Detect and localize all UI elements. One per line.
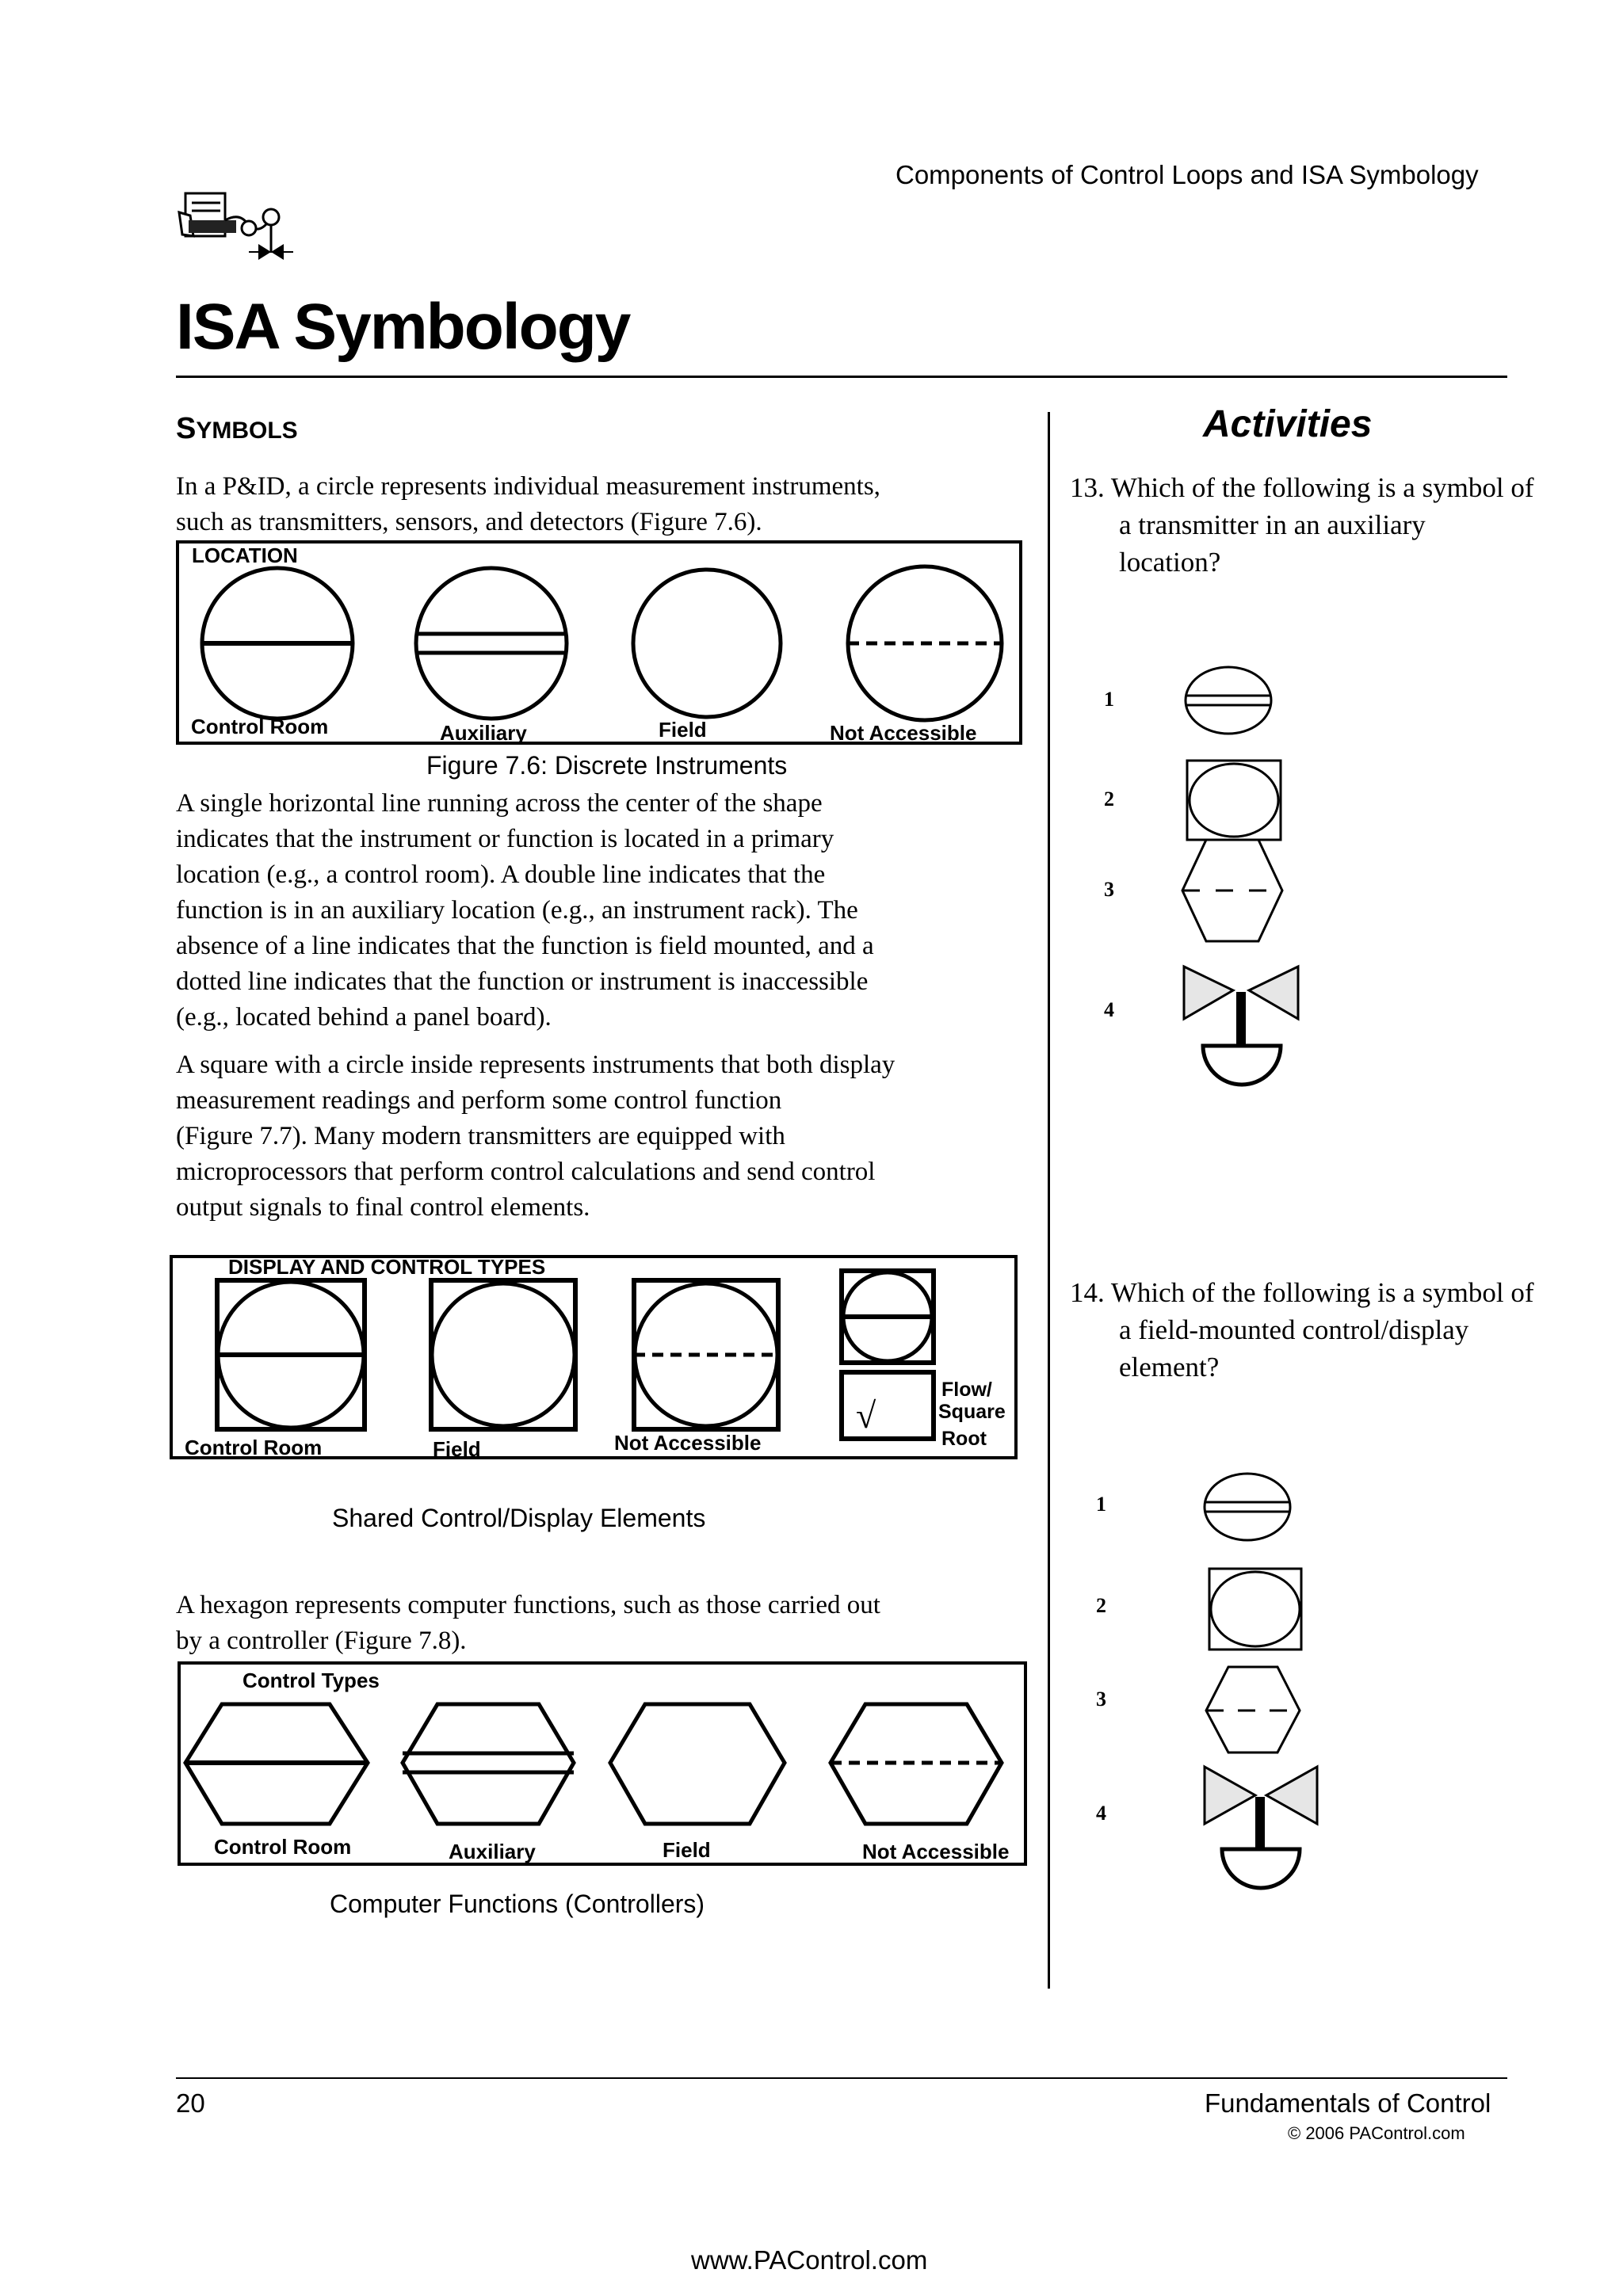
q14-option-2-label[interactable]: 2 bbox=[1096, 1594, 1106, 1617]
question-line: a transmitter in an auxiliary bbox=[1119, 509, 1426, 540]
intro-paragraph bbox=[176, 469, 1032, 540]
fig78-label-not-accessible: Not Accessible bbox=[862, 1840, 1010, 1863]
fig78-caption: Computer Functions (Controllers) bbox=[330, 1890, 705, 1918]
field-display-icon bbox=[431, 1280, 575, 1429]
question-number: 14. bbox=[1070, 1277, 1105, 1308]
q14-option-1-label[interactable]: 1 bbox=[1096, 1493, 1106, 1516]
website-link[interactable]: www.PAControl.com bbox=[691, 2245, 928, 2275]
text-line: function is in an auxiliary location (e.g., an instrument rack). The bbox=[176, 896, 858, 925]
q13-option-2-label[interactable]: 2 bbox=[1104, 788, 1114, 810]
text-line: location (e.g., a control room). A double line indicates that the bbox=[176, 860, 826, 889]
q14-option-2-symbol-icon bbox=[1209, 1569, 1301, 1650]
control-room-display-icon bbox=[217, 1280, 365, 1429]
fig77-label-not-accessible: Not Accessible bbox=[614, 1431, 762, 1455]
text-line: measurement readings and perform some control function bbox=[176, 1086, 782, 1115]
text-line: A hexagon represents computer functions, such as those carried out bbox=[176, 1591, 880, 1619]
page-title: ISA Symbology bbox=[176, 291, 630, 363]
fig76-label-control-room: Control Room bbox=[191, 715, 329, 738]
section-heading-rest: YMBOLS bbox=[196, 418, 298, 444]
fig78-label-auxiliary: Auxiliary bbox=[449, 1840, 536, 1863]
question-14 bbox=[1070, 1274, 1593, 1386]
question-line: Which of the following is a symbol of bbox=[1110, 472, 1534, 503]
copyright: © 2006 PAControl.com bbox=[1288, 2123, 1465, 2143]
q14-option-4-valve-icon bbox=[1205, 1767, 1317, 1888]
control-room-circle-icon bbox=[202, 568, 353, 719]
not-accessible-circle-icon bbox=[848, 566, 1002, 720]
square-circle-paragraph bbox=[176, 1047, 1040, 1226]
text-line: microprocessors that perform control calculations and send control bbox=[176, 1158, 876, 1186]
field-hexagon-icon bbox=[610, 1704, 785, 1824]
fig78-title: Control Types bbox=[242, 1669, 380, 1692]
q14-option-3-label[interactable]: 3 bbox=[1096, 1688, 1106, 1711]
fig78-label-field: Field bbox=[663, 1838, 711, 1862]
q13-option-1-symbol-icon bbox=[1186, 667, 1271, 734]
fig77-caption: Shared Control/Display Elements bbox=[332, 1504, 706, 1532]
section-heading-cap: S bbox=[176, 412, 197, 445]
q13-option-1-label[interactable]: 1 bbox=[1104, 688, 1114, 711]
text-line: In a P&ID, a circle represents individual measurement instruments, bbox=[176, 472, 880, 501]
q14-option-1-symbol-icon bbox=[1205, 1474, 1290, 1540]
question-line: element? bbox=[1119, 1352, 1220, 1383]
not-accessible-hexagon-icon bbox=[831, 1704, 1002, 1824]
section-heading bbox=[176, 412, 298, 446]
text-line: A single horizontal line running across the center of the shape bbox=[176, 789, 823, 818]
text-line: absence of a line indicates that the function is field mounted, and a bbox=[176, 932, 874, 960]
auxiliary-hexagon-icon bbox=[403, 1704, 574, 1824]
question-line: location? bbox=[1119, 547, 1221, 578]
text-line: A square with a circle inside represents instruments that both display bbox=[176, 1051, 896, 1079]
text-line: dotted line indicates that the function or instrument is inaccessible bbox=[176, 967, 869, 996]
question-number: 13. bbox=[1070, 472, 1105, 503]
logo-icon bbox=[176, 189, 303, 268]
q13-option-3-label[interactable]: 3 bbox=[1104, 878, 1114, 901]
square-root-symbol: √ bbox=[856, 1395, 876, 1436]
flow-label-line: Square bbox=[938, 1401, 1006, 1423]
flow-label-line: Flow/ bbox=[941, 1379, 992, 1401]
q14-option-4-label[interactable]: 4 bbox=[1096, 1802, 1106, 1825]
activities-heading: Activities bbox=[1203, 403, 1373, 445]
fig76-label-auxiliary: Auxiliary bbox=[440, 721, 527, 745]
line-meaning-paragraph bbox=[176, 786, 1040, 1035]
fig76-caption: Figure 7.6: Discrete Instruments bbox=[426, 751, 788, 780]
title-rule bbox=[176, 376, 1507, 378]
running-title: Components of Control Loops and ISA Symbology bbox=[896, 160, 1479, 189]
book-title: Fundamentals of Control bbox=[1205, 2088, 1491, 2118]
question-line: a field-mounted control/display bbox=[1119, 1314, 1469, 1345]
footer-rule bbox=[176, 2077, 1507, 2079]
q13-option-2-symbol-icon bbox=[1187, 761, 1281, 840]
field-circle-icon bbox=[633, 570, 781, 717]
q14-option-symbols bbox=[1189, 1470, 1331, 1898]
text-line: (Figure 7.7). Many modern transmitters are equipped with bbox=[176, 1122, 785, 1150]
q13-option-symbols bbox=[1173, 666, 1316, 1093]
fig76-label-field: Field bbox=[659, 718, 707, 742]
fig77-title: DISPLAY AND CONTROL TYPES bbox=[228, 1255, 546, 1279]
flow-label-line: Root bbox=[941, 1428, 987, 1450]
display-control-symbols bbox=[170, 1255, 1018, 1459]
column-divider bbox=[1048, 412, 1050, 1989]
q13-option-4-valve-icon bbox=[1184, 967, 1298, 1085]
q13-option-4-label[interactable]: 4 bbox=[1104, 998, 1114, 1021]
text-line: indicates that the instrument or function is located in a primary bbox=[176, 825, 834, 853]
fig77-label-field: Field bbox=[433, 1437, 481, 1461]
text-line: output signals to final control elements. bbox=[176, 1193, 590, 1222]
text-line: such as transmitters, sensors, and detectors (Figure 7.6). bbox=[176, 508, 762, 536]
fig77-flow-label bbox=[938, 1379, 1006, 1450]
fig76-title: LOCATION bbox=[192, 543, 298, 567]
page-number: 20 bbox=[176, 2088, 205, 2118]
hexagon-paragraph bbox=[176, 1588, 1040, 1659]
fig78-label-control-room: Control Room bbox=[214, 1835, 352, 1859]
text-line: (e.g., located behind a panel board). bbox=[176, 1003, 552, 1032]
fig77-label-control-room: Control Room bbox=[185, 1436, 323, 1459]
not-accessible-display-icon bbox=[634, 1280, 778, 1429]
q13-option-3-symbol-icon bbox=[1182, 840, 1282, 941]
text-line: by a controller (Figure 7.8). bbox=[176, 1627, 467, 1655]
question-line: Which of the following is a symbol of bbox=[1110, 1277, 1534, 1308]
q14-option-3-symbol-icon bbox=[1206, 1667, 1300, 1753]
fig76-label-not-accessible: Not Accessible bbox=[830, 721, 977, 745]
control-room-hexagon-icon bbox=[185, 1704, 368, 1824]
question-13 bbox=[1070, 469, 1593, 581]
auxiliary-circle-icon bbox=[416, 568, 567, 719]
